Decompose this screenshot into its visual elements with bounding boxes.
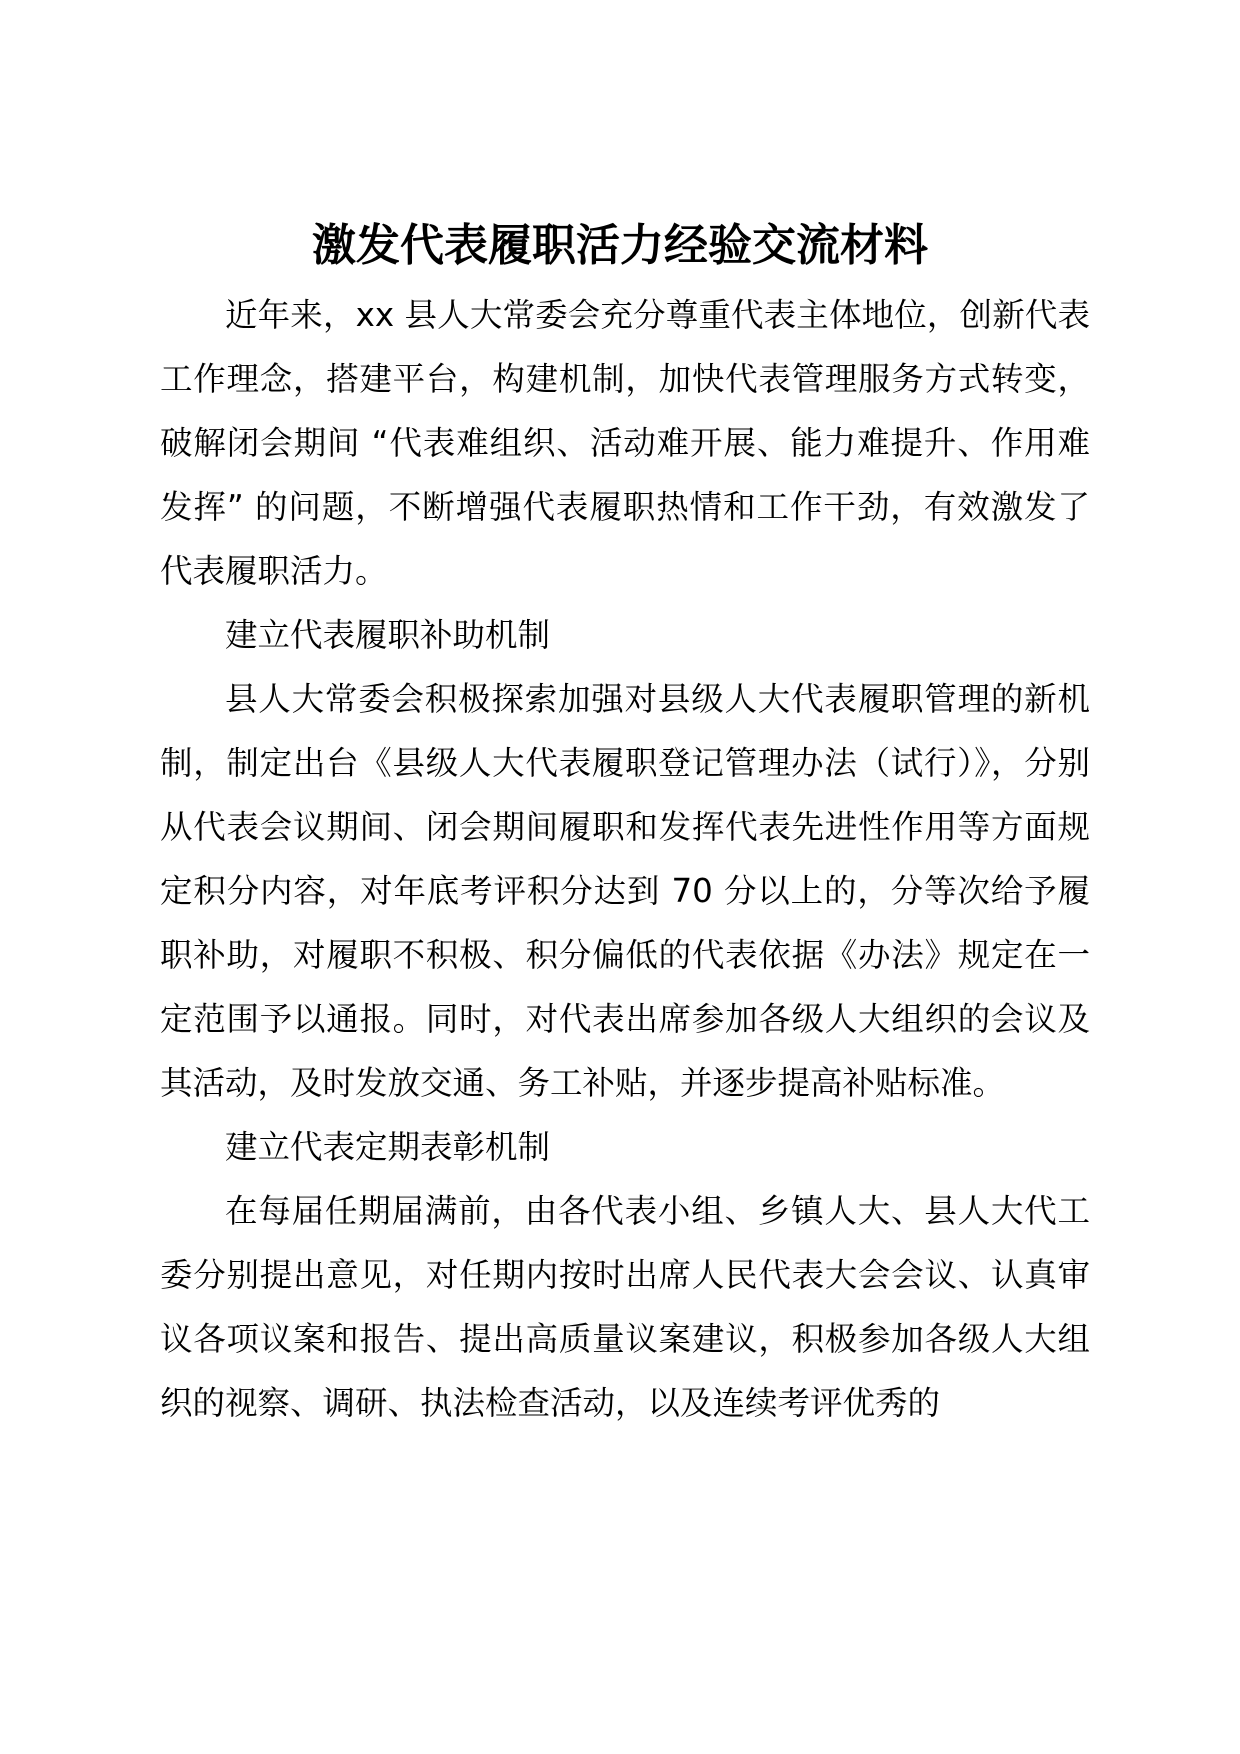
document-body	[160, 283, 1090, 1435]
body-paragraph: 县人大常委会积极探索加强对县级人大代表履职管理的新机制，制定出台《县级人大代表履职登记管理办法（试行）》，分别从代表会议期间、闭会期间履职和发挥代表先进性作用等方面规定积分内容，对年底考评积分达到 70 分以上的，分等次给予履职补助，对履职不积极、积分偏低的代表依据《办法》规定在一定范围予以通报。同时，对代表出席参加各级人大组织的会议及其活动，及时发放交通、务工补贴，并逐步提高补贴标准。	[160, 680, 1090, 1102]
body-paragraph: 在每届任期届满前，由各代表小组、乡镇人大、县人大代工委分别提出意见，对任期内按时出席人民代表大会会议、认真审议各项议案和报告、提出高质量议案建议，积极参加各级人大组织的视察、调研、执法检查活动，以及连续考评优秀的	[160, 1192, 1090, 1422]
section-heading: 建立代表履职补助机制	[225, 616, 551, 654]
document-title: 激发代表履职活力经验交流材料	[312, 220, 928, 272]
section-heading: 建立代表定期表彰机制	[225, 1128, 551, 1166]
intro-paragraph: 近年来，xx 县人大常委会充分尊重代表主体地位，创新代表工作理念，搭建平台，构建机制，加快代表管理服务方式转变，破解闭会期间 “代表难组织、活动难开展、能力难提升、作用难发挥” 的问题，不断增强代表履职热情和工作干劲，有效激发了代表履职活力。	[160, 296, 1090, 590]
